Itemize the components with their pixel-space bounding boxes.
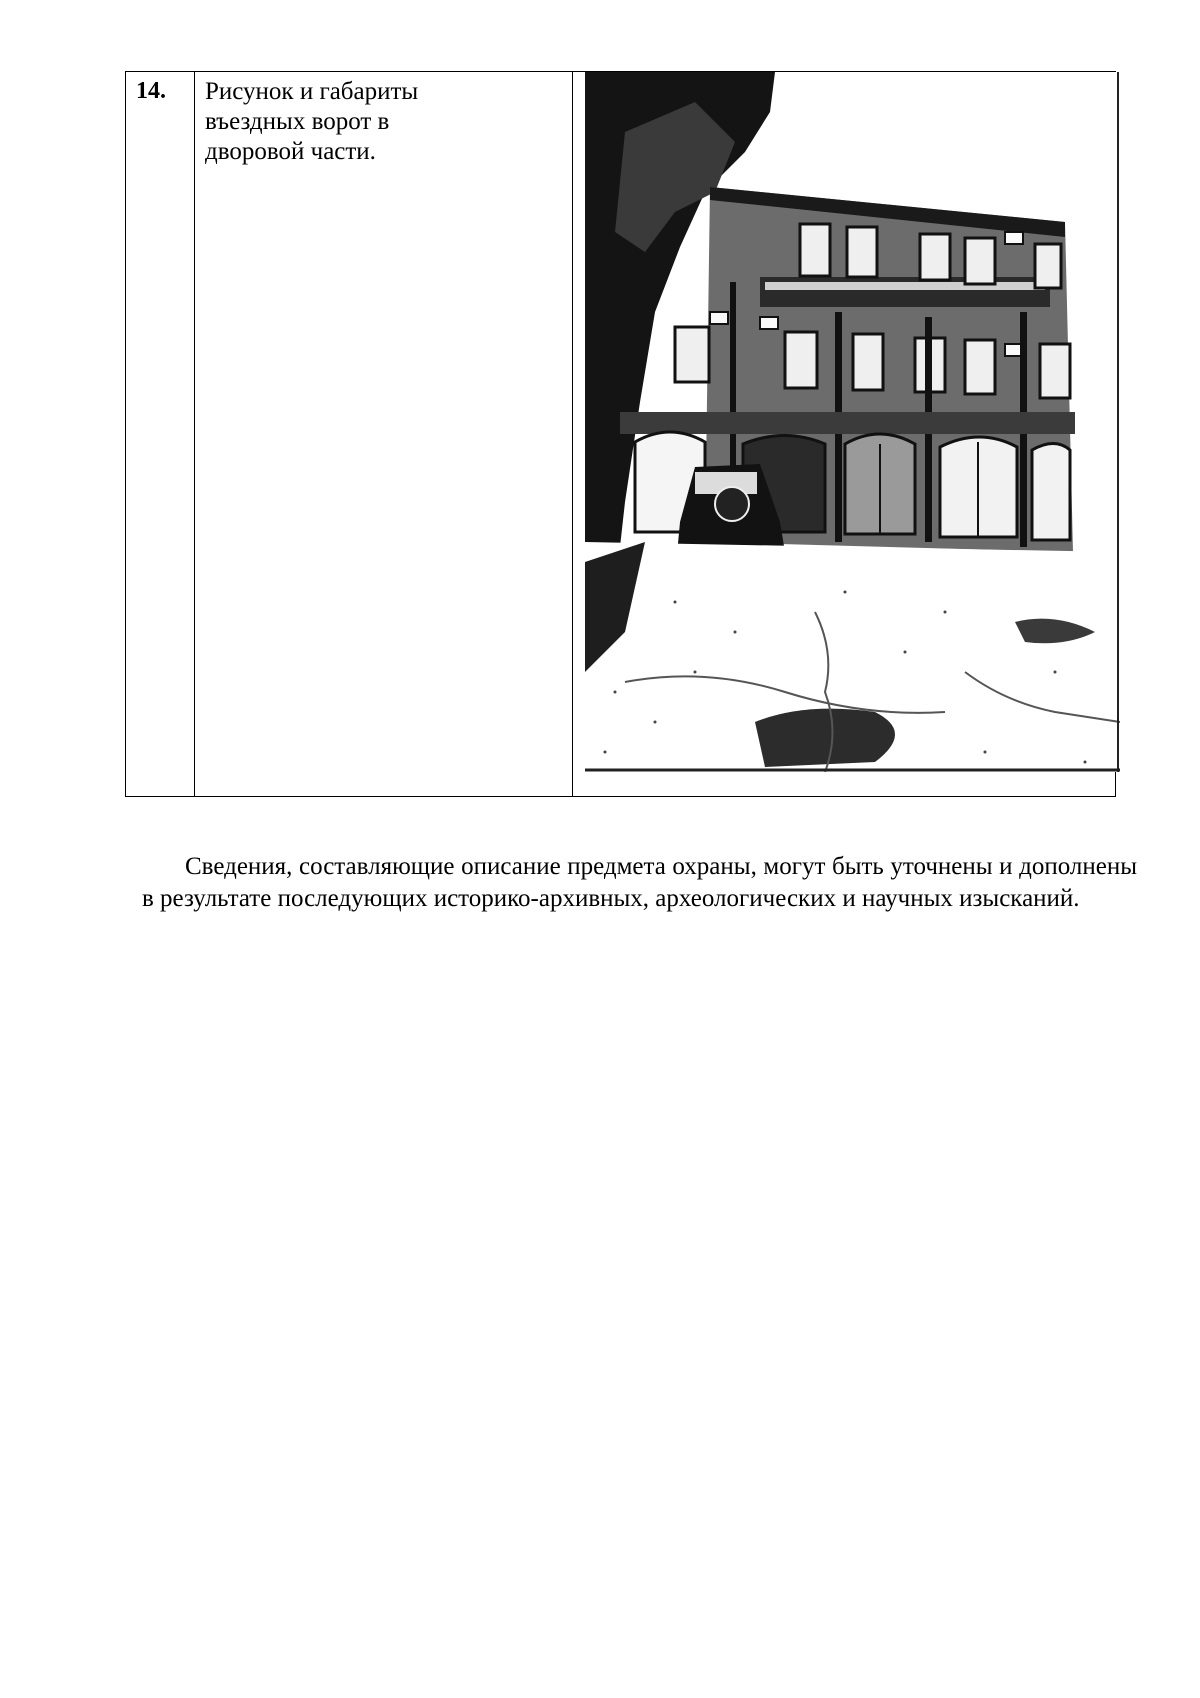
photo-cell	[573, 72, 1116, 797]
row-description	[195, 72, 545, 167]
description-cell	[195, 72, 573, 797]
footer-note	[142, 851, 1137, 915]
footer-note-text: Сведения, составляющие описание предмета охраны, могут быть уточнены и дополнены в результате последующих историко-архивных, археологических и научных изысканий.	[142, 853, 1137, 912]
row-number-cell	[126, 72, 195, 797]
description-line: дворовой части.	[205, 138, 376, 165]
description-line: въездных ворот в	[205, 108, 390, 135]
description-line: Рисунок и габариты	[205, 78, 419, 105]
table-row	[126, 72, 1116, 797]
courtyard-gates-photo	[585, 72, 1120, 772]
row-number: 14.	[136, 78, 166, 104]
protection-items-table	[125, 71, 1116, 797]
